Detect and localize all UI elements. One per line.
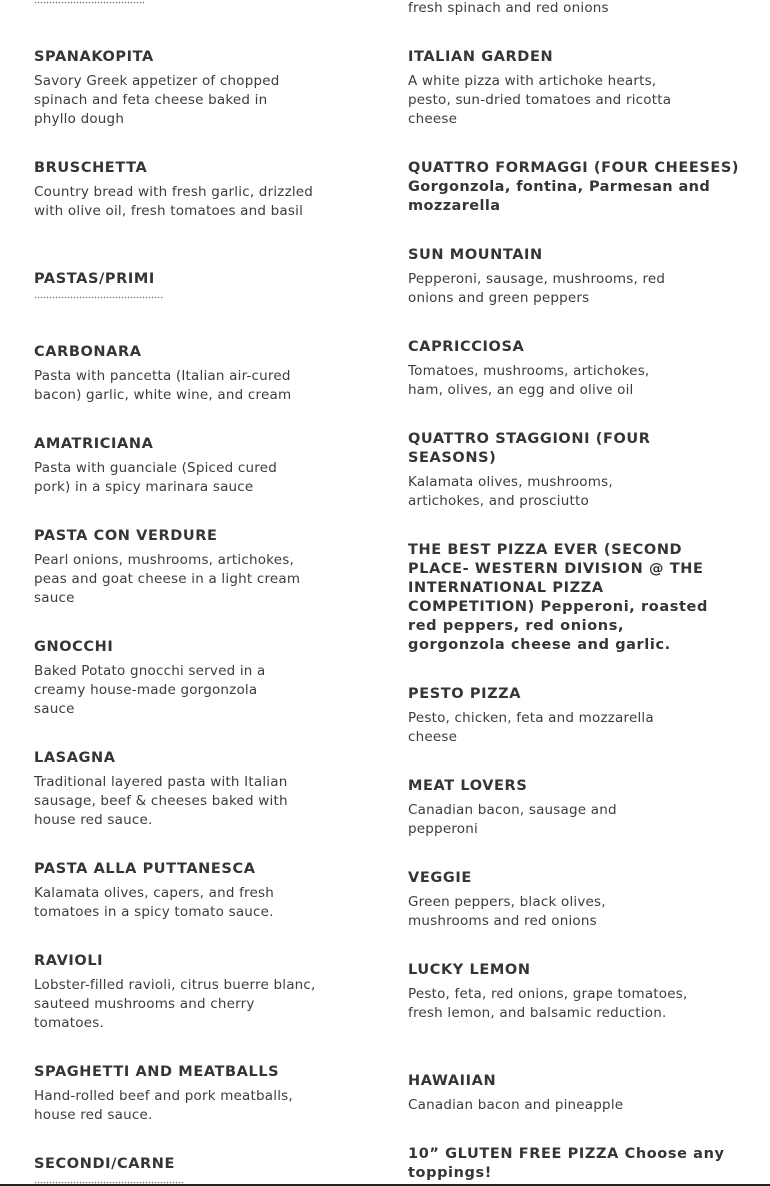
menu-item: [408, 48, 708, 129]
menu-item: [408, 159, 743, 216]
section-title: PASTAS/PRIMI: [34, 271, 155, 287]
item-description: Kalamata olives, mushrooms, artichokes, and prosciutto: [408, 474, 613, 509]
section-heading-pastas: [34, 270, 314, 289]
section-title: SECONDI/CARNE: [34, 1156, 176, 1172]
top-fragment-text: fresh spinach and red onions: [408, 0, 609, 16]
item-title: ITALIAN GARDEN: [408, 49, 554, 65]
item-title: QUATTRO FORMAGGI (FOUR CHEESES): [408, 160, 740, 176]
menu-item: [408, 246, 708, 308]
menu-item: [34, 527, 319, 608]
item-description: Canadian bacon and pineapple: [408, 1097, 624, 1113]
menu-item: [34, 638, 314, 719]
menu-item: [408, 430, 708, 511]
item-description: Pesto, feta, red onions, grape tomatoes, fresh lemon, and balsamic reduction.: [408, 986, 688, 1021]
menu-item: [34, 435, 314, 497]
item-description: Green peppers, black olives, mushrooms and red onions: [408, 894, 606, 929]
menu-item: [408, 338, 708, 400]
section-divider-dots: [34, 296, 164, 299]
item-description: Pasta with pancetta (Italian air-cured bacon) garlic, white wine, and cream: [34, 368, 292, 403]
menu-item: [408, 541, 728, 655]
item-description: Pepperoni, sausage, mushrooms, red onions and green peppers: [408, 271, 666, 306]
item-title: HAWAIIAN: [408, 1073, 497, 1089]
item-description: Gorgonzola, fontina, Parmesan and mozzarella: [408, 179, 711, 214]
item-title: PASTA ALLA PUTTANESCA: [34, 861, 256, 877]
menu-item: [34, 1063, 324, 1125]
menu-item: [408, 1072, 708, 1115]
item-title: SPANAKOPITA: [34, 49, 154, 65]
item-description: Pearl onions, mushrooms, artichokes, peas and goat cheese in a light cream sauce: [34, 552, 301, 606]
item-title: LUCKY LEMON: [408, 962, 531, 978]
item-title: AMATRICIANA: [34, 436, 154, 452]
menu-item: [34, 48, 314, 129]
item-description: Country bread with fresh garlic, drizzled with olive oil, fresh tomatoes and basil: [34, 184, 314, 219]
menu-item: [408, 961, 708, 1023]
item-title: SUN MOUNTAIN: [408, 247, 543, 263]
item-description: Pasta with guanciale (Spiced cured pork) in a spicy marinara sauce: [34, 460, 278, 495]
item-title: QUATTRO STAGGIONI (FOUR SEASONS): [408, 431, 651, 466]
item-description: Canadian bacon, sausage and pepperoni: [408, 802, 617, 837]
item-title: GNOCCHI: [34, 639, 114, 655]
item-title: PASTA CON VERDURE: [34, 528, 218, 544]
item-description: Tomatoes, mushrooms, artichokes, ham, olives, an egg and olive oil: [408, 363, 650, 398]
item-title: CARBONARA: [34, 344, 142, 360]
section-heading-secondi: [34, 1155, 314, 1174]
item-title: 10” GLUTEN FREE PIZZA Choose any toppings!: [408, 1146, 725, 1181]
menu-item: [34, 343, 314, 405]
menu-item: [34, 952, 324, 1033]
item-title: BRUSCHETTA: [34, 160, 148, 176]
item-title: SPAGHETTI AND MEATBALLS: [34, 1064, 280, 1080]
menu-item: [408, 685, 708, 747]
item-title: PESTO PIZZA: [408, 686, 522, 702]
item-title: CAPRICCIOSA: [408, 339, 525, 355]
item-description: Pesto, chicken, feta and mozzarella cheese: [408, 710, 654, 745]
item-title: RAVIOLI: [34, 953, 104, 969]
item-description: Savory Greek appetizer of chopped spinach and feta cheese baked in phyllo dough: [34, 73, 280, 127]
item-title: LASAGNA: [34, 750, 116, 766]
item-title: MEAT LOVERS: [408, 778, 528, 794]
menu-item: [408, 777, 708, 839]
menu-item: [408, 869, 708, 931]
menu-item: [408, 1145, 728, 1183]
item-description: A white pizza with artichoke hearts, pesto, sun-dried tomatoes and ricotta cheese: [408, 73, 672, 127]
menu-item: [34, 749, 314, 830]
item-description: Hand-rolled beef and pork meatballs, house red sauce.: [34, 1088, 293, 1123]
menu-item: [34, 159, 314, 221]
item-description: Traditional layered pasta with Italian sausage, beef & cheeses baked with house red sauce.: [34, 774, 288, 828]
item-description: Lobster-filled ravioli, citrus buerre blanc, sauteed mushrooms and cherry tomatoes.: [34, 977, 316, 1031]
item-title: VEGGIE: [408, 870, 472, 886]
item-title: THE BEST PIZZA EVER (SECOND PLACE- WESTERN DIVISION @ THE INTERNATIONAL PIZZA COMPETITION) Pepperoni, roasted red peppers, red onions, gorgonzola cheese and garlic.: [408, 542, 708, 653]
menu-item: [34, 860, 319, 922]
item-description: Kalamata olives, capers, and fresh tomatoes in a spicy tomato sauce.: [34, 885, 274, 920]
item-description: Baked Potato gnocchi served in a creamy house-made gorgonzola sauce: [34, 663, 266, 717]
top-divider-dots: [34, 1, 144, 4]
